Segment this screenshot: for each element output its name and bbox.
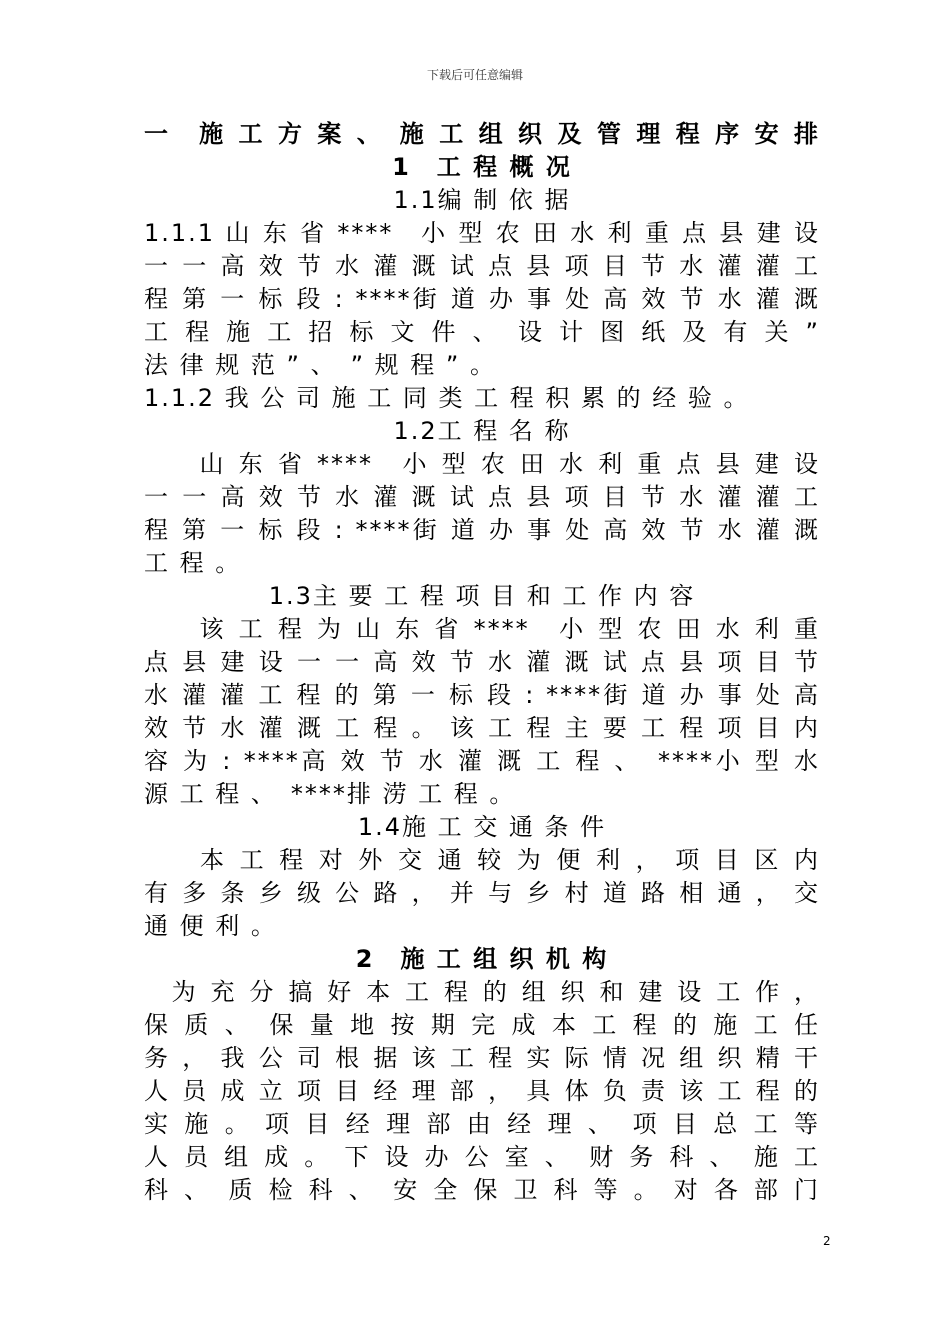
text-line: 1.2工 程 名 称 [393,417,571,445]
document-body [144,118,820,1207]
text-line: 科 、 质 检 科 、 安 全 保 卫 科 等 。 对 各 部 门 [144,1176,820,1204]
text-line: 1.1.1 山 东 省 **** 小 型 农 田 水 利 重 点 县 建 设 [144,219,820,247]
text-line: 工 程 施 工 招 标 文 件 、 设 计 图 纸 及 有 关 ” [144,318,820,346]
text-line: 源 工 程 、 ****排 涝 工 程 。 [144,780,516,808]
text-line: 1.1编 制 依 据 [393,186,571,214]
text-line: 通 便 利 。 [144,912,277,940]
page-header: 下载后可任意编辑 [426,68,523,82]
text-line: 实 施 。 项 目 经 理 部 由 经 理 、 项 目 总 工 等 [144,1110,820,1138]
text-line: 点 县 建 设 一 一 高 效 节 水 灌 溉 试 点 县 项 目 节 [144,648,820,676]
text-line: 人 员 成 立 项 目 经 理 部 ， 具 体 负 责 该 工 程 的 [144,1077,820,1105]
text-line: 为 充 分 搞 好 本 工 程 的 组 织 和 建 设 工 作 ， [144,978,820,1006]
text-line: 有 多 条 乡 级 公 路 ， 并 与 乡 村 道 路 相 通 ， 交 [144,879,820,907]
text-line: 程 第 一 标 段 : ****街 道 办 事 处 高 效 节 水 灌 溉 [144,285,820,313]
text-line: 水 灌 灌 工 程 的 第 一 标 段 : ****街 道 办 事 处 高 [144,681,820,709]
text-line: 工 程 。 [144,549,242,577]
text-line: 法 律 规 范 ” 、 ” 规 程 ” 。 [144,351,496,379]
text-line: 该 工 程 为 山 东 省 **** 小 型 农 田 水 利 重 [144,615,820,643]
text-line: 程 第 一 标 段 : ****街 道 办 事 处 高 效 节 水 灌 溉 [144,516,820,544]
text-line: 一 一 高 效 节 水 灌 溉 试 点 县 项 目 节 水 灌 灌 工 [144,483,820,511]
text-line: 一 施 工 方 案 、 施 工 组 织 及 管 理 程 序 安 排 [144,120,820,148]
text-line: 保 质 、 保 量 地 按 期 完 成 本 工 程 的 施 工 任 [144,1011,820,1039]
text-line: 2 施 工 组 织 机 构 [355,945,609,973]
text-line: 一 一 高 效 节 水 灌 溉 试 点 县 项 目 节 水 灌 灌 工 [144,252,820,280]
page-number: 2 [823,1234,831,1248]
text-line: 1.1.2 我 公 司 施 工 同 类 工 程 积 累 的 经 验 。 [144,384,750,412]
text-line: 1.3主 要 工 程 项 目 和 工 作 内 容 [268,582,696,610]
text-line: 山 东 省 **** 小 型 农 田 水 利 重 点 县 建 设 [144,450,820,478]
text-line: 本 工 程 对 外 交 通 较 为 便 利 ， 项 目 区 内 [144,846,820,874]
text-line: 1 工 程 概 况 [392,153,572,181]
text-line: 务 ， 我 公 司 根 据 该 工 程 实 际 情 况 组 织 精 干 [144,1044,820,1072]
text-line: 容 为 : ****高 效 节 水 灌 溉 工 程 、 ****小 型 水 [144,747,820,775]
text-line: 人 员 组 成 。 下 设 办 公 室 、 财 务 科 、 施 工 [144,1143,820,1171]
text-line: 效 节 水 灌 溉 工 程 。 该 工 程 主 要 工 程 项 目 内 [144,714,820,742]
text-line: 1.4施 工 交 通 条 件 [357,813,607,841]
